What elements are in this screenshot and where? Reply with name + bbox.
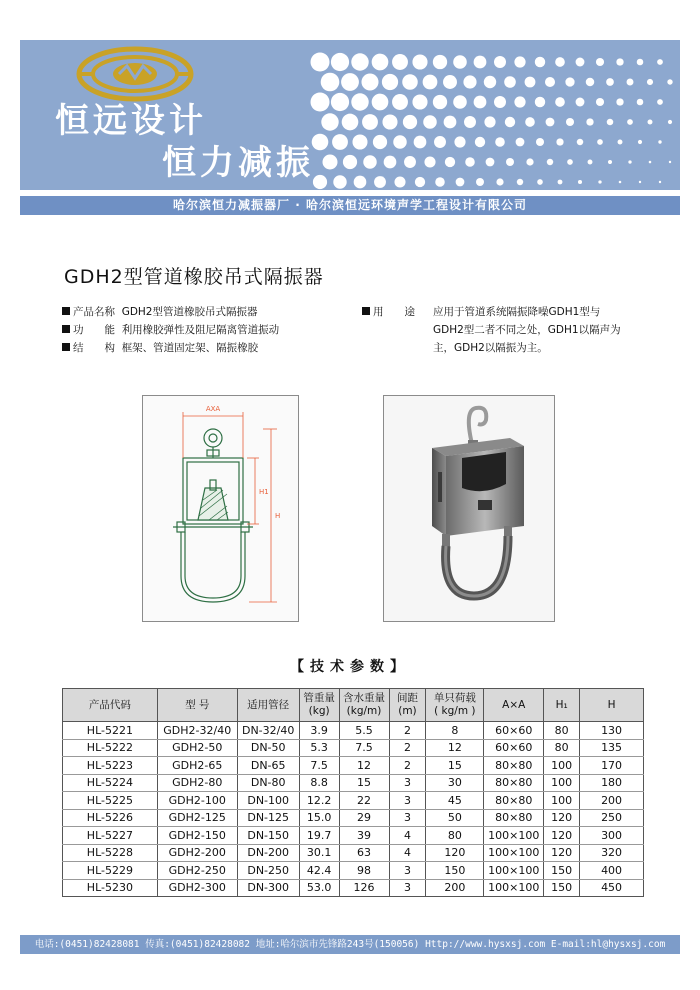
table-cell: DN-80 bbox=[237, 774, 299, 792]
table-cell: 7.5 bbox=[339, 739, 389, 757]
decorative-dot bbox=[463, 75, 476, 88]
spec-value: GDH2型管道橡胶吊式隔振器 bbox=[121, 306, 258, 318]
table-cell: 120 bbox=[544, 827, 580, 845]
table-cell: 2 bbox=[389, 739, 426, 757]
decorative-dot bbox=[494, 56, 506, 68]
decorative-dot bbox=[555, 97, 565, 107]
decorative-dot bbox=[616, 98, 623, 105]
decorative-dot bbox=[423, 75, 438, 90]
table-cell: 80×80 bbox=[484, 774, 544, 792]
table-cell: 39 bbox=[339, 827, 389, 845]
decorative-dot bbox=[311, 53, 330, 72]
decorative-dot bbox=[341, 73, 359, 91]
table-cell: 22 bbox=[339, 792, 389, 810]
decorative-dot bbox=[321, 73, 340, 92]
table-cell: GDH2-125 bbox=[157, 809, 237, 827]
table-cell: DN-65 bbox=[237, 757, 299, 775]
table-cell: 150 bbox=[426, 862, 484, 880]
decorative-dot bbox=[516, 138, 525, 147]
table-cell: 126 bbox=[339, 879, 389, 897]
decorative-dot bbox=[373, 135, 387, 149]
column-header: 适用管径 bbox=[237, 689, 299, 722]
table-cell: 42.4 bbox=[299, 862, 339, 880]
decorative-dot bbox=[628, 160, 631, 163]
column-header: A×A bbox=[484, 689, 544, 722]
table-cell: 3 bbox=[389, 879, 426, 897]
decorative-dot bbox=[616, 58, 623, 65]
decorative-dot bbox=[639, 181, 641, 183]
decorative-dot bbox=[476, 178, 484, 186]
decorative-dot bbox=[351, 93, 368, 110]
decorative-dot bbox=[627, 119, 633, 125]
usage-line-2: GDH2型二者不同之处，GDH1以隔声为 bbox=[433, 324, 621, 336]
decorative-dot bbox=[535, 57, 545, 67]
decorative-dot bbox=[576, 58, 585, 67]
decorative-dot bbox=[456, 178, 465, 187]
contact-footer: 电话:(0451)82428081 传真:(0451)82428082 地址:哈尔滨市先锋路243号(150056) Http://www.hysxsj.com E-mail:hl@hysxsj.com bbox=[20, 935, 680, 954]
table-heading: 【技术参数】 bbox=[290, 659, 410, 675]
table-cell: 15 bbox=[339, 774, 389, 792]
decorative-dot bbox=[669, 161, 671, 163]
isolator-drawing-icon bbox=[143, 396, 298, 621]
decorative-dot bbox=[657, 59, 663, 65]
table-cell: 12 bbox=[339, 757, 389, 775]
table-cell: HL-5226 bbox=[63, 809, 158, 827]
table-cell: HL-5221 bbox=[63, 722, 158, 740]
usage-line-3: 主，GDH2以隔振为主。 bbox=[433, 342, 548, 354]
column-header: 型 号 bbox=[157, 689, 237, 722]
decorative-dot bbox=[414, 136, 427, 149]
table-cell: 3.9 bbox=[299, 722, 339, 740]
table-cell: 2 bbox=[389, 757, 426, 775]
spec-value: 利用橡胶弹性及阻尼隔离管道振动 bbox=[121, 324, 280, 336]
decorative-dot bbox=[332, 134, 348, 150]
table-header-row bbox=[63, 689, 644, 722]
table-cell: GDH2-300 bbox=[157, 879, 237, 897]
decorative-dot bbox=[384, 156, 397, 169]
table-cell: 3 bbox=[389, 809, 426, 827]
decorative-dot bbox=[659, 181, 661, 183]
decorative-dot bbox=[586, 78, 595, 87]
company-names: 哈尔滨恒力减振器厂 · 哈尔滨恒远环境声学工程设计有限公司 bbox=[173, 198, 527, 212]
decorative-dot bbox=[415, 177, 425, 187]
bullet-square-icon bbox=[62, 307, 70, 315]
decorative-dot bbox=[608, 160, 612, 164]
decorative-dot bbox=[496, 178, 503, 185]
decorative-dot bbox=[313, 175, 327, 189]
table-cell: 5.3 bbox=[299, 739, 339, 757]
decorative-dot bbox=[423, 115, 437, 129]
decorative-dot bbox=[588, 160, 593, 165]
table-body bbox=[63, 722, 644, 897]
table-cell: 4 bbox=[389, 844, 426, 862]
spec-table bbox=[62, 688, 644, 897]
decorative-dot bbox=[372, 54, 389, 71]
table-cell: HL-5228 bbox=[63, 844, 158, 862]
decorative-dot bbox=[668, 120, 672, 124]
table-cell: 100 bbox=[544, 792, 580, 810]
table-cell: 80 bbox=[544, 722, 580, 740]
table-cell: 80×80 bbox=[484, 792, 544, 810]
table-cell: 60×60 bbox=[484, 739, 544, 757]
spec-structure bbox=[62, 340, 258, 355]
table-cell: 100×100 bbox=[484, 827, 544, 845]
table-cell: GDH2-100 bbox=[157, 792, 237, 810]
table-row bbox=[63, 757, 644, 775]
technical-drawing bbox=[142, 395, 299, 622]
table-cell: DN-200 bbox=[237, 844, 299, 862]
decorative-dot bbox=[597, 139, 603, 145]
decorative-dot bbox=[567, 159, 573, 165]
table-cell: 120 bbox=[544, 809, 580, 827]
bullet-square-icon bbox=[362, 307, 370, 315]
table-cell: 180 bbox=[580, 774, 644, 792]
table-cell: 3 bbox=[389, 792, 426, 810]
table-cell: GDH2-150 bbox=[157, 827, 237, 845]
table-row bbox=[63, 739, 644, 757]
table-cell: 5.5 bbox=[339, 722, 389, 740]
decorative-dot bbox=[514, 56, 525, 67]
decorative-dot bbox=[618, 140, 623, 145]
decorative-dot bbox=[555, 57, 565, 67]
column-header: 单只荷载 ( kg/m ) bbox=[426, 689, 484, 722]
table-cell: 100 bbox=[544, 757, 580, 775]
table-cell: GDH2-200 bbox=[157, 844, 237, 862]
table-cell: DN-150 bbox=[237, 827, 299, 845]
table-row bbox=[63, 879, 644, 897]
table-cell: 80×80 bbox=[484, 809, 544, 827]
decorative-dot bbox=[495, 137, 505, 147]
table-cell: GDH2-65 bbox=[157, 757, 237, 775]
table-cell: 400 bbox=[580, 862, 644, 880]
decorative-dot bbox=[443, 75, 457, 89]
table-cell: GDH2-80 bbox=[157, 774, 237, 792]
table-cell: HL-5229 bbox=[63, 862, 158, 880]
decorative-dot bbox=[444, 116, 457, 129]
decorative-dot bbox=[657, 99, 663, 105]
table-cell: 4 bbox=[389, 827, 426, 845]
table-cell: 98 bbox=[339, 862, 389, 880]
table-cell: 3 bbox=[389, 774, 426, 792]
decorative-dot bbox=[546, 118, 555, 127]
table-cell: 100×100 bbox=[484, 844, 544, 862]
decorative-dot bbox=[596, 98, 604, 106]
decorative-dot bbox=[453, 55, 467, 69]
table-cell: DN-300 bbox=[237, 879, 299, 897]
table-row bbox=[63, 774, 644, 792]
decorative-dot bbox=[535, 97, 545, 107]
table-cell: 80×80 bbox=[484, 757, 544, 775]
decorative-dot bbox=[648, 120, 653, 125]
decorative-dot bbox=[382, 74, 398, 90]
table-cell: 45 bbox=[426, 792, 484, 810]
dimension-width-label: AXA bbox=[205, 405, 221, 413]
decorative-dot bbox=[565, 77, 574, 86]
decorative-dot bbox=[361, 73, 378, 90]
decorative-dot bbox=[363, 155, 376, 168]
column-header: 含水重量 (kg/m) bbox=[339, 689, 389, 722]
decorative-dot bbox=[619, 181, 622, 184]
decorative-dot bbox=[606, 78, 614, 86]
decorative-dot bbox=[607, 119, 614, 126]
decorative-dot bbox=[504, 76, 516, 88]
table-cell: 29 bbox=[339, 809, 389, 827]
decorative-dot bbox=[638, 140, 642, 144]
decorative-dot bbox=[627, 79, 634, 86]
decorative-dot bbox=[351, 53, 368, 70]
decorative-dot bbox=[596, 58, 604, 66]
dimension-h-label: H bbox=[275, 512, 281, 520]
table-row bbox=[63, 809, 644, 827]
decorative-dot bbox=[547, 159, 553, 165]
decorative-dot bbox=[506, 158, 514, 166]
decorative-dot bbox=[412, 94, 427, 109]
table-cell: 80 bbox=[544, 739, 580, 757]
decorative-dot bbox=[578, 180, 582, 184]
column-header: 管重量 (kg) bbox=[299, 689, 339, 722]
table-cell: DN-32/40 bbox=[237, 722, 299, 740]
decorative-dot bbox=[382, 114, 397, 129]
spec-function bbox=[62, 322, 279, 337]
table-cell: DN-250 bbox=[237, 862, 299, 880]
decorative-dot bbox=[433, 95, 447, 109]
decorative-dot bbox=[331, 93, 349, 111]
decorative-dot bbox=[402, 74, 418, 90]
column-header: 间距 (m) bbox=[389, 689, 426, 722]
decorative-dot bbox=[526, 158, 533, 165]
column-header: 产品代码 bbox=[63, 689, 158, 722]
decorative-dot bbox=[331, 53, 349, 71]
decorative-dot bbox=[486, 158, 495, 167]
decorative-dot bbox=[517, 179, 523, 185]
table-cell: 15.0 bbox=[299, 809, 339, 827]
table-cell: 63 bbox=[339, 844, 389, 862]
spec-label: 结 构 bbox=[73, 342, 115, 354]
decorative-dot bbox=[403, 115, 417, 129]
decorative-dot bbox=[637, 59, 644, 66]
table-cell: HL-5227 bbox=[63, 827, 158, 845]
decorative-dot bbox=[505, 117, 515, 127]
table-cell: 120 bbox=[426, 844, 484, 862]
decorative-dot bbox=[649, 161, 652, 164]
table-cell: 100×100 bbox=[484, 879, 544, 897]
table-cell: GDH2-250 bbox=[157, 862, 237, 880]
table-cell: 120 bbox=[544, 844, 580, 862]
table-cell: 2 bbox=[389, 722, 426, 740]
table-cell: 150 bbox=[544, 862, 580, 880]
table-cell: DN-125 bbox=[237, 809, 299, 827]
decorative-dot bbox=[394, 176, 405, 187]
decorative-dot bbox=[465, 157, 475, 167]
table-cell: DN-100 bbox=[237, 792, 299, 810]
table-cell: GDH2-50 bbox=[157, 739, 237, 757]
table-cell: HL-5223 bbox=[63, 757, 158, 775]
bullet-square-icon bbox=[62, 325, 70, 333]
decorative-dot bbox=[556, 138, 563, 145]
decorative-dot bbox=[667, 79, 672, 84]
slogan-line-1: 恒远设计 bbox=[55, 101, 207, 141]
dimension-h1-label: H1 bbox=[259, 488, 269, 496]
decorative-dot bbox=[464, 116, 476, 128]
decorative-dot bbox=[586, 118, 593, 125]
decorative-dot bbox=[433, 55, 447, 69]
decorative-dot bbox=[598, 180, 601, 183]
decorative-dot bbox=[445, 157, 455, 167]
decorative-dot bbox=[435, 177, 445, 187]
decorative-dot bbox=[484, 76, 496, 88]
decorative-dot bbox=[454, 136, 465, 147]
table-cell: 170 bbox=[580, 757, 644, 775]
decorative-dot bbox=[333, 175, 346, 188]
decorative-dot bbox=[576, 98, 585, 107]
table-cell: 200 bbox=[580, 792, 644, 810]
table-row bbox=[63, 722, 644, 740]
table-cell: 53.0 bbox=[299, 879, 339, 897]
decorative-dot bbox=[484, 116, 495, 127]
table-row bbox=[63, 862, 644, 880]
decorative-dot bbox=[537, 179, 543, 185]
bullet-square-icon bbox=[62, 343, 70, 351]
table-cell: 30 bbox=[426, 774, 484, 792]
decorative-dot bbox=[393, 135, 406, 148]
decorative-dot bbox=[374, 176, 386, 188]
table-cell: 80 bbox=[426, 827, 484, 845]
decorative-dot bbox=[474, 56, 487, 69]
decorative-dot bbox=[342, 114, 359, 131]
column-header: H₁ bbox=[544, 689, 580, 722]
table-cell: HL-5224 bbox=[63, 774, 158, 792]
table-cell: GDH2-32/40 bbox=[157, 722, 237, 740]
decorative-dot bbox=[453, 95, 467, 109]
decorative-dot bbox=[525, 77, 536, 88]
table-cell: 60×60 bbox=[484, 722, 544, 740]
table-cell: DN-50 bbox=[237, 739, 299, 757]
spec-label: 产品名称 bbox=[73, 306, 115, 318]
table-cell: 12.2 bbox=[299, 792, 339, 810]
decorative-dot bbox=[392, 54, 408, 70]
spec-label: 功 能 bbox=[73, 324, 115, 336]
table-cell: 130 bbox=[580, 722, 644, 740]
spec-label: 用 途 bbox=[373, 306, 415, 318]
decorative-dot bbox=[647, 79, 653, 85]
decorative-dot bbox=[312, 134, 329, 151]
table-cell: 250 bbox=[580, 809, 644, 827]
table-cell: 19.7 bbox=[299, 827, 339, 845]
decorative-dot bbox=[354, 176, 367, 189]
slogan-line-2: 恒力减振 bbox=[162, 143, 314, 183]
table-cell: 8.8 bbox=[299, 774, 339, 792]
table-cell: 3 bbox=[389, 862, 426, 880]
usage-line-1: 应用于管道系统隔振降噪GDH1型与 bbox=[433, 306, 601, 318]
decorative-dot bbox=[322, 154, 337, 169]
decorative-dot bbox=[311, 93, 330, 112]
decorative-dot bbox=[514, 96, 525, 107]
decorative-dot bbox=[577, 139, 583, 145]
table-row bbox=[63, 827, 644, 845]
table-cell: 300 bbox=[580, 827, 644, 845]
product-title: GDH2型管道橡胶吊式隔振器 bbox=[64, 266, 324, 288]
table-cell: 15 bbox=[426, 757, 484, 775]
decorative-dot bbox=[525, 117, 535, 127]
table-cell: 150 bbox=[544, 879, 580, 897]
decorative-dot bbox=[536, 138, 544, 146]
table-cell: 12 bbox=[426, 739, 484, 757]
table-cell: HL-5230 bbox=[63, 879, 158, 897]
decorative-dot bbox=[352, 134, 367, 149]
decorative-dot bbox=[566, 118, 574, 126]
table-cell: 450 bbox=[580, 879, 644, 897]
table-row bbox=[63, 844, 644, 862]
decorative-dot bbox=[321, 113, 338, 130]
table-cell: HL-5222 bbox=[63, 739, 158, 757]
isolator-photo-icon bbox=[384, 396, 554, 621]
decorative-dot bbox=[404, 156, 416, 168]
decorative-dot bbox=[558, 180, 563, 185]
table-cell: 8 bbox=[426, 722, 484, 740]
table-cell: 100 bbox=[544, 774, 580, 792]
decorative-dot bbox=[434, 136, 446, 148]
column-header: H bbox=[580, 689, 644, 722]
decorative-dot bbox=[474, 96, 487, 109]
decorative-dot bbox=[658, 140, 661, 143]
table-cell: 320 bbox=[580, 844, 644, 862]
decorative-dot bbox=[392, 94, 408, 110]
spec-value: 框架、管道固定架、隔振橡胶 bbox=[121, 342, 259, 354]
table-cell: 7.5 bbox=[299, 757, 339, 775]
decorative-dot bbox=[372, 94, 389, 111]
decorative-dot bbox=[424, 156, 435, 167]
spec-usage-label bbox=[362, 304, 415, 319]
decorative-dot bbox=[545, 77, 555, 87]
decorative-dot bbox=[637, 99, 644, 106]
table-row bbox=[63, 792, 644, 810]
decorative-dot bbox=[343, 155, 357, 169]
table-cell: 100×100 bbox=[484, 862, 544, 880]
product-photo bbox=[383, 395, 555, 622]
table-cell: HL-5225 bbox=[63, 792, 158, 810]
table-cell: 135 bbox=[580, 739, 644, 757]
decorative-dot bbox=[362, 114, 378, 130]
decorative-dot bbox=[412, 54, 427, 69]
decorative-dot bbox=[475, 137, 485, 147]
decorative-dot bbox=[494, 96, 506, 108]
table-cell: 30.1 bbox=[299, 844, 339, 862]
spec-product-name bbox=[62, 304, 258, 319]
table-cell: 200 bbox=[426, 879, 484, 897]
table-cell: 50 bbox=[426, 809, 484, 827]
